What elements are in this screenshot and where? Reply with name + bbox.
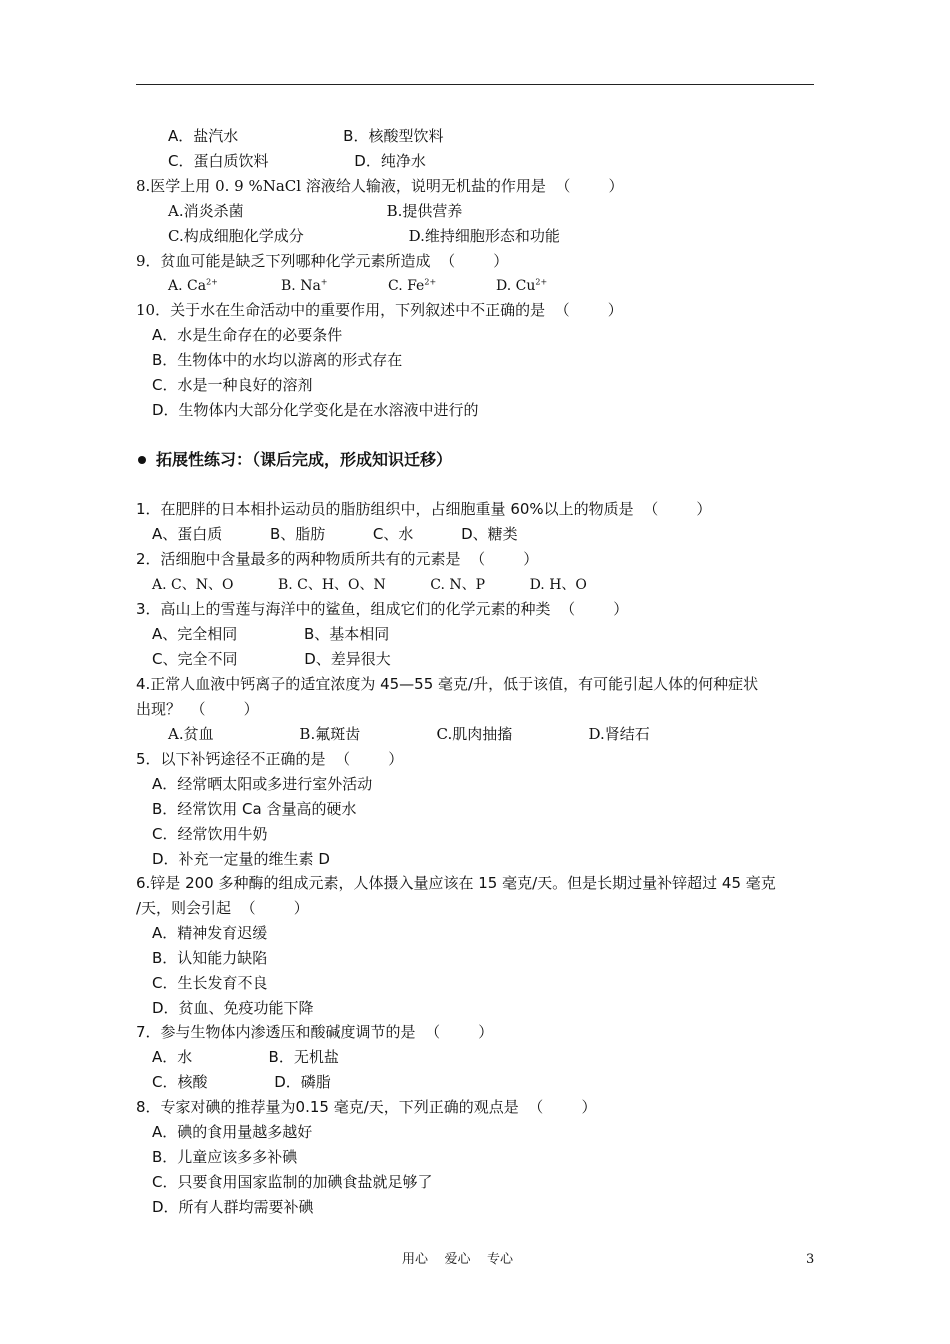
text-line: C.构成细胞化学成分 D.维持细胞形态和功能	[168, 227, 560, 245]
bullet-icon	[138, 456, 146, 464]
text-line: A. C、N、O B. C、H、O、N C. N、P D. H、O	[152, 577, 587, 593]
text-line: A．盐汽水 B．核酸型饮料	[168, 127, 444, 145]
question-10: 10．关于水在生命活动中的重要作用，下列叙述中不正确的是 （ ）	[136, 301, 623, 319]
text-line: A.消炎杀菌 B.提供营养	[168, 202, 463, 220]
question-9: 9．贫血可能是缺乏下列哪种化学元素所造成 （ ）	[136, 252, 509, 270]
text-line: C、完全不同 D、差异很大	[152, 650, 391, 668]
header-rule	[136, 84, 814, 85]
text-line: A．水 B．无机盐	[152, 1048, 339, 1066]
text-line: B．生物体中的水均以游离的形式存在	[152, 351, 403, 369]
text-line: D．生物体内大部分化学变化是在水溶液中进行的	[152, 401, 479, 419]
text-line: C．水是一种良好的溶剂	[152, 376, 313, 394]
page-number: 3	[806, 1252, 815, 1267]
ext-question-6: 6.锌是 200 多种酶的组成元素，人体摄入量应该在 15 毫克/天。但是长期过量补锌超过 45 毫克	[136, 874, 776, 892]
ext-question-8: 8．专家对碘的推荐量为0.15 毫克/天，下列正确的观点是 （ ）	[136, 1098, 597, 1116]
text-line: A．碘的食用量越多越好	[152, 1123, 313, 1141]
question-8: 8.医学上用 0. 9 %NaCl 溶液给人输液，说明无机盐的作用是 （ ）	[136, 177, 624, 195]
text-line: C．蛋白质饮料 D．纯净水	[168, 152, 426, 170]
ext-question-7: 7．参与生物体内渗透压和酸碱度调节的是 （ ）	[136, 1023, 494, 1041]
text-line: A．水是生命存在的必要条件	[152, 326, 343, 344]
text-line: C．只要食用国家监制的加碘食盐就足够了	[152, 1173, 433, 1191]
text-line: A．经常晒太阳或多进行室外活动	[152, 775, 373, 793]
ext-question-2: 2．活细胞中含量最多的两种物质所共有的元素是 （ ）	[136, 550, 539, 568]
text-line: D．贫血、免疫功能下降	[152, 999, 314, 1017]
text-line: C．生长发育不良	[152, 974, 268, 992]
ext-question-5: 5．以下补钙途径不正确的是 （ ）	[136, 750, 404, 768]
text-line: B．认知能力缺陷	[152, 949, 268, 967]
section-heading: 拓展性练习：（课后完成，形成知识迁移）	[138, 450, 452, 470]
text-line: C．经常饮用牛奶	[152, 825, 268, 843]
q9-option-d: D. $Cu^{2+}$	[496, 277, 548, 294]
text-line: D．补充一定量的维生素 D	[152, 850, 330, 868]
q9-option-a: A. $Ca^{2+}$	[168, 277, 218, 294]
page-footer: 用心 爱心 专心	[402, 1252, 514, 1267]
q9-option-b: B. Na+	[281, 277, 328, 294]
text-line: C．核酸 D．磷脂	[152, 1073, 331, 1091]
ext-question-3: 3．高山上的雪莲与海洋中的鲨鱼，组成它们的化学元素的种类 （ ）	[136, 600, 629, 618]
text-line: A、完全相同 B、基本相同	[152, 625, 390, 643]
ext-question-1: 1．在肥胖的日本相扑运动员的脂肪组织中，占细胞重量 60%以上的物质是 （ ）	[136, 500, 712, 518]
text-line: /天，则会引起 （ ）	[136, 899, 309, 917]
text-line: A．精神发育迟缓	[152, 924, 268, 942]
ext-question-4: 4.正常人血液中钙离子的适宜浓度为 45—55 毫克/升，低于该值，有可能引起人体的何种症状	[136, 675, 759, 693]
text-line: D．所有人群均需要补碘	[152, 1198, 314, 1216]
q9-option-c: C. $Fe^{2+}$	[388, 277, 437, 294]
text-line: A.贫血 B.氟斑齿 C.肌肉抽搐 D.肾结石	[168, 725, 650, 743]
text-line: B．儿童应该多多补碘	[152, 1148, 298, 1166]
text-line: B．经常饮用 Ca 含量高的硬水	[152, 800, 357, 818]
text-line: A、蛋白质 B、脂肪 C、水 D、糖类	[152, 525, 518, 543]
text-line: 出现？ （ ）	[136, 700, 259, 718]
